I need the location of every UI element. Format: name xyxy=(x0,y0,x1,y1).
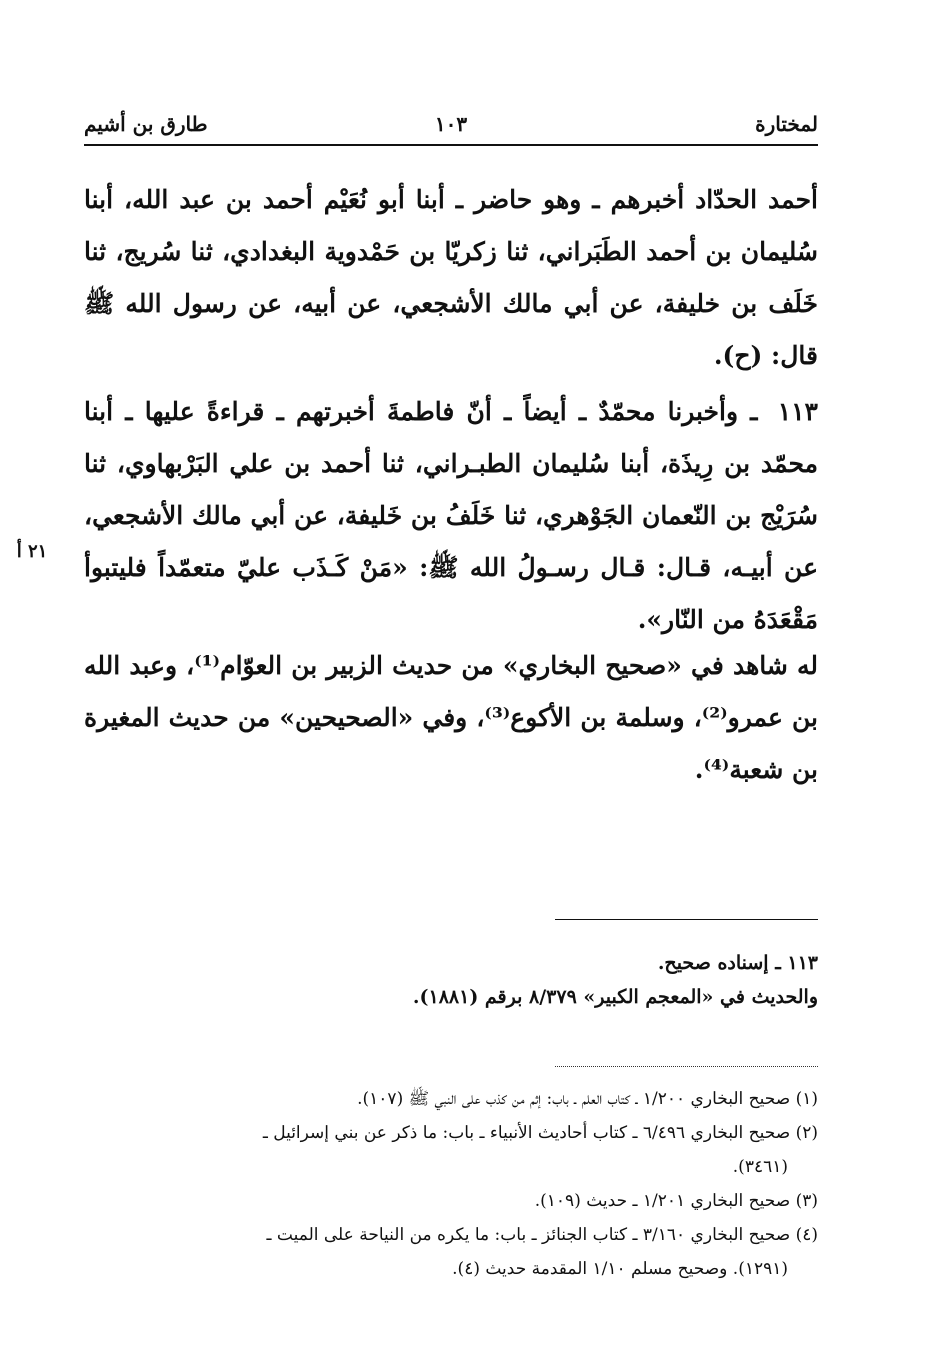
footnote-item: (٤) صحيح البخاري ٣/١٦٠ ـ كتاب الجنائز ـ باب: ما يكره من النياحة على الميت ـ xyxy=(266,1225,818,1245)
header-chapter-title: طارق بن أشيم xyxy=(84,112,208,136)
hadith-number: ١١٣ xyxy=(777,397,818,426)
paragraph-2-text: ـ وأخبرنا محمّدٌ ـ أيضاً ـ أنّ فاطمةَ أخبرتهم ـ قراءةً عليها ـ أبنا محمّد بن رِيذَة، أبنا سُليمان الطبـراني، ثنا أحمد بن علي البَرْبهاوي، ثنا سُرَيْج بن النّعمان الجَوْهري، ثنا خَلَفُ بن خَليفة، عن أبي مالك الأشجعي، عن أبيـه، قـال: قـال رسـولُ الله ﷺ: «مَنْ كَـذَب عليّ متعمّداً فليتبوأ مَقْعَدَهُ من النّار». xyxy=(84,397,818,634)
margin-manuscript-ref: ٢١ أ xyxy=(16,541,48,562)
footnote-item: (٢) صحيح البخاري ٦/٤٩٦ ـ كتاب أحاديث الأنبياء ـ باب: ما ذكر عن بني إسرائيل ـ xyxy=(262,1123,818,1143)
paragraph-1: أحمد الحدّاد أخبرهم ـ وهو حاضر ـ أبنا أبو نُعَيْم أحمد بن عبد الله، أبنا سُليمان بن أحمد الطَبَراني، ثنا زكريّا بن حَمْدوية البغدادي، ثنا سُريج، ثنا خَلَف بن خليفة، عن أبي مالك الأشجعي، عن أبيه، عن رسول الله ﷺ قال: (ح). xyxy=(84,185,818,370)
footnotes-list xyxy=(84,1082,818,1286)
editor-note xyxy=(84,946,818,1014)
footnote-continuation: (١٢٩١). وصحيح مسلم ١/١٠ المقدمة حديث (٤). xyxy=(452,1259,788,1279)
notes-divider xyxy=(555,919,818,920)
page-number: ١٠٣ xyxy=(434,112,468,136)
editor-note-line-1: ١١٣ ـ إسناده صحيح. xyxy=(657,952,818,974)
header-book-title: لمختارة xyxy=(755,112,818,136)
editor-note-line-2: والحديث في «المعجم الكبير» ٨/٣٧٩ برقم (١٨٨١). xyxy=(412,986,818,1008)
paragraph-2 xyxy=(84,386,818,646)
paragraph-3: له شاهد في «صحيح البخاري» من حديث الزبير بن العوّام⁽¹⁾، وعبد الله بن عمرو⁽²⁾، وسلمة بن الأكوع⁽³⁾، وفي «الصحيحين» من حديث المغيرة بن شعبة⁽⁴⁾. xyxy=(84,651,818,784)
footnote-item: (٣) صحيح البخاري ١/٢٠١ ـ حديث (١٠٩). xyxy=(534,1191,818,1211)
running-header xyxy=(84,108,818,146)
footnote-continuation: (٣٤٦١). xyxy=(732,1157,788,1177)
footnote-item: (١) صحيح البخاري ١/٢٠٠ ـ كتاب العلم ـ باب: إثم من كذب على النبي ﷺ (١٠٧). xyxy=(357,1089,818,1109)
footnotes-divider xyxy=(555,1066,818,1067)
